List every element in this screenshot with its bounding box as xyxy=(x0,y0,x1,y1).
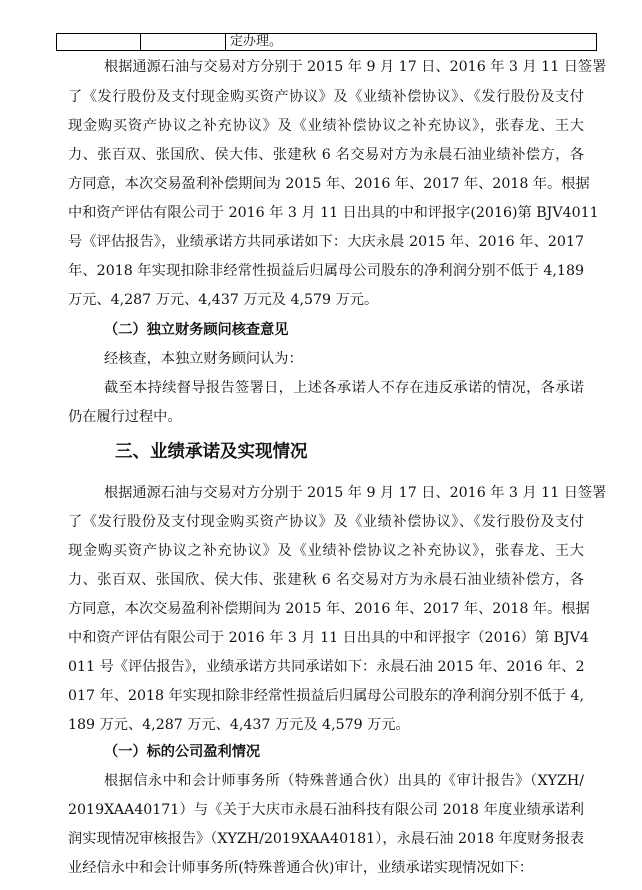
section-heading: 三、业绩承诺及实现情况 xyxy=(115,442,308,462)
paragraph-line: 截至本持续督导报告签署日，上述各承诺人不存在违反承诺的情况，各承诺 xyxy=(104,380,584,396)
paragraph-line: 了《发行股份及支付现金购买资产协议》及《业绩补偿协议》、《发行股份及支付 xyxy=(68,514,584,530)
table-cell: 定办理。 xyxy=(226,34,597,51)
paragraph-line: 2019XAA40171）与《关于大庆市永晨石油科技有限公司 2018 年度业绩承诺利 xyxy=(68,802,584,818)
paragraph-line: 011 号《评估报告》，业绩承诺方共同承诺如下：永晨石油 2015 年、2016 年、2 xyxy=(68,659,585,675)
paragraph-line: 根据信永中和会计师事务所（特殊普通合伙）出具的《审计报告》（XYZH/ xyxy=(104,773,584,789)
paragraph-line: 润实现情况审核报告》（XYZH/2019XAA40181），永晨石油 2018 年度财务报表 xyxy=(68,831,584,847)
paragraph-line: 力、张百双、张国欣、侯大伟、张建秋 6 名交易对方为永晨石油业绩补偿方，各 xyxy=(68,572,584,588)
table-fragment xyxy=(56,33,597,51)
table-cell xyxy=(141,34,226,51)
paragraph-line: 根据通源石油与交易对方分别于 2015 年 9 月 17 日、2016 年 3 月 11 日签署 xyxy=(104,59,607,75)
paragraph-line: 仍在履行过程中。 xyxy=(68,409,182,425)
paragraph-line: 了《发行股份及支付现金购买资产协议》及《业绩补偿协议》、《发行股份及支付 xyxy=(68,89,584,105)
paragraph-line: 中和资产评估有限公司于 2016 年 3 月 11 日出具的中和评报字(2016)第 BJV4011 xyxy=(68,205,599,221)
paragraph-line: 根据通源石油与交易对方分别于 2015 年 9 月 17 日、2016 年 3 月 11 日签署 xyxy=(104,485,607,501)
paragraph-line: 年、2018 年实现扣除非经常性损益后归属母公司股东的净利润分别不低于 4,189 xyxy=(68,263,584,279)
paragraph-line: 万元、4,287 万元、4,437 万元及 4,579 万元。 xyxy=(68,292,379,308)
paragraph-line: 189 万元、4,287 万元、4,437 万元及 4,579 万元。 xyxy=(68,717,410,733)
paragraph-line: 经核查，本独立财务顾问认为： xyxy=(104,351,303,367)
table-row xyxy=(57,34,597,51)
paragraph-line: 方同意，本次交易盈利补偿期间为 2015 年、2016 年、2017 年、2018 年。根据 xyxy=(68,601,590,617)
paragraph-line: 现金购买资产协议之补充协议》及《业绩补偿协议之补充协议》，张春龙、王大 xyxy=(68,118,584,134)
paragraph-line: 现金购买资产协议之补充协议》及《业绩补偿协议之补充协议》，张春龙、王大 xyxy=(68,543,584,559)
subsection-heading: （二）独立财务顾问核查意见 xyxy=(104,322,289,338)
table-cell xyxy=(57,34,141,51)
subsection-heading: （一）标的公司盈利情况 xyxy=(104,744,261,760)
paragraph-line: 力、张百双、张国欣、侯大伟、张建秋 6 名交易对方为永晨石油业绩补偿方，各 xyxy=(68,147,584,163)
paragraph-line: 017 年、2018 年实现扣除非经常性损益后归属母公司股东的净利润分别不低于 4, xyxy=(68,688,584,704)
paragraph-line: 中和资产评估有限公司于 2016 年 3 月 11 日出具的中和评报字（2016）第 BJV4 xyxy=(68,630,589,646)
paragraph-line: 号《评估报告》，业绩承诺方共同承诺如下：大庆永晨 2015 年、2016 年、2017 xyxy=(68,234,584,250)
paragraph-line: 方同意，本次交易盈利补偿期间为 2015 年、2016 年、2017 年、2018 年。根据 xyxy=(68,176,590,192)
paragraph-line: 业经信永中和会计师事务所(特殊普通合伙)审计，业绩承诺实现情况如下： xyxy=(68,860,534,876)
